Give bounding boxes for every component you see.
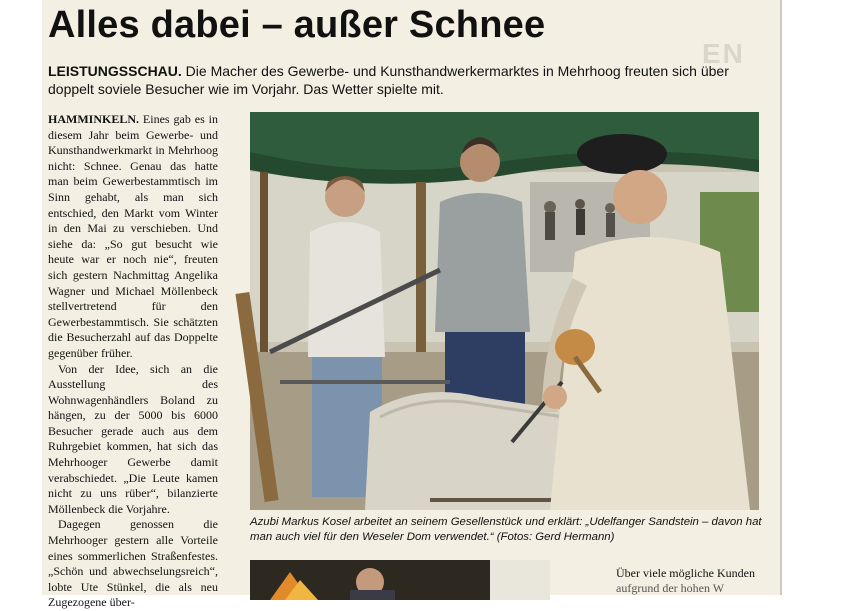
headline: Alles dabei – außer Schnee bbox=[48, 4, 546, 46]
lead-paragraph bbox=[48, 62, 773, 98]
newspaper-clipping bbox=[42, 0, 780, 610]
lead-text: Die Macher des Gewerbe- und Kunsthandwerkermarktes in Mehrhoog freuten sich über doppelt soviele Besucher wie im Vorjahr. Das Wetter spielte mit. bbox=[48, 63, 729, 97]
photo-stonemason bbox=[250, 112, 759, 510]
next-column-cutoff: aufgrund der hohen W bbox=[616, 581, 725, 595]
kicker: LEISTUNGSSCHAU. bbox=[48, 63, 182, 79]
dateline: HAMMINKELN. bbox=[48, 112, 139, 126]
clipping-edge bbox=[780, 0, 782, 595]
body-column bbox=[48, 112, 218, 611]
paragraph-1: HAMMINKELN. Eines gab es in diesem Jahr beim Gewerbe- und Kunsthandwerkmarkt in Mehrhoog nicht: Schnee. Genau das hatte man beim Gewerbestammtisch im Sinn gehabt, als man sich entschied, den Markt vom Winter in den Mai zu verschieben. Und siehe da: „So gut besucht wie heute war er noch nie“, freuten sich gestern Nachmittag Angelika Wagner und Michael Möllenbeck stellvertretend für den Gewerbestammtisch. Sie schätzten die Besucherzahl auf das Doppelte gegenüber früher. bbox=[48, 112, 218, 360]
photo-caption: Azubi Markus Kosel arbeitet an seinem Gesellenstück und erklärt: „Udelfanger Sandstein – davon hat man auch viel für den Weseler Dom verwendet.“ (Fotos: Gerd Hermann) bbox=[250, 516, 762, 543]
next-column-start: Über viele mögliche Kunden bbox=[616, 566, 755, 580]
photo-secondary bbox=[250, 560, 550, 600]
bleed-through-text: EN bbox=[702, 38, 745, 69]
paragraph-3: Dagegen genossen die Mehrhooger gestern alle Vorteile eines sommerlichen Straßenfestes. „Schön und abwechselungsreich“, lobte Ute Stünkel, die als neu Zugezogene über- bbox=[48, 517, 218, 610]
paragraph-2: Von der Idee, sich an die Ausstellung des Wohnwagenhändlers Boland zu hängen, zu der 5000 bis 6000 Besucher gerade auch aus dem Ruhrgebiet kommen, hat sich das Mehrhooger Gewerbe damit verabschiedet. „Die Leute kamen nicht zu uns rüber“, bilanzierte Möllenbeck die Vorjahre. bbox=[48, 361, 218, 516]
